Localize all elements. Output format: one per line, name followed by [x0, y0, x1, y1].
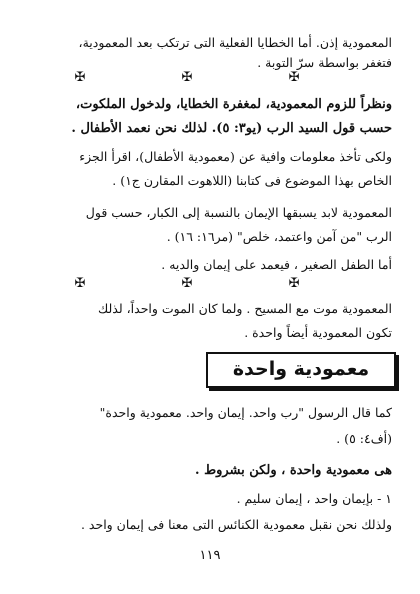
text-line: فتغفر بواسطة سرّ التوبة . [257, 55, 392, 70]
text-line: المعمودية موت مع المسيح . ولما كان الموت واحداً، لذلك [97, 301, 392, 316]
text-line: الخاص بهذا الموضوع فى كتابنا (اللاهوت المقارن ج١) . [112, 173, 392, 188]
text-line: ولذلك نحن نقبل معمودية الكنائس التى معنا فى إيمان واحد . [80, 517, 392, 532]
text-line: تكون المعمودية أيضاً واحدة . [244, 325, 392, 340]
text-line: أما الطفل الصغير ، فيعمد على إيمان والديه . [161, 257, 392, 272]
cross-separator: ✠ ✠ ✠ [74, 276, 346, 291]
text-line: ١ - بإيمان واحد ، إيمان سليم . [236, 491, 392, 506]
page-number: ١١٩ [199, 548, 221, 563]
text-line: الرب "من آمن واعتمد، خلص" (مر١٦: ١٦) . [166, 229, 392, 244]
text-line: كما قال الرسول "رب واحد. إيمان واحد. معمودية واحدة" [99, 405, 392, 420]
text-line: المعمودية لابد يسبقها الإيمان بالنسبة إلى الكبار، حسب قول [85, 205, 392, 220]
cross-separator: ✠ ✠ ✠ [74, 70, 346, 85]
text-line: ولكى تأخذ معلومات وافية عن (معمودية الأطفال)، اقرأ الجزء [79, 149, 392, 164]
text-line: حسب قول السيد الرب (يو٣: ٥). لذلك نحن نعمد الأطفال . [71, 121, 392, 136]
section-heading: معمودية واحدة [206, 352, 396, 388]
text-line: هى معمودية واحدة ، ولكن بشروط . [195, 463, 392, 478]
text-line: ونظراً للزوم المعمودية، لمغفرة الخطايا، ولدخول الملكوت، [75, 97, 392, 112]
text-line: المعمودية إذن. أما الخطايا الفعلية التى ترتكب بعد المعمودية، [78, 35, 392, 50]
text-line: (أف٤: ٥) . [336, 431, 392, 446]
